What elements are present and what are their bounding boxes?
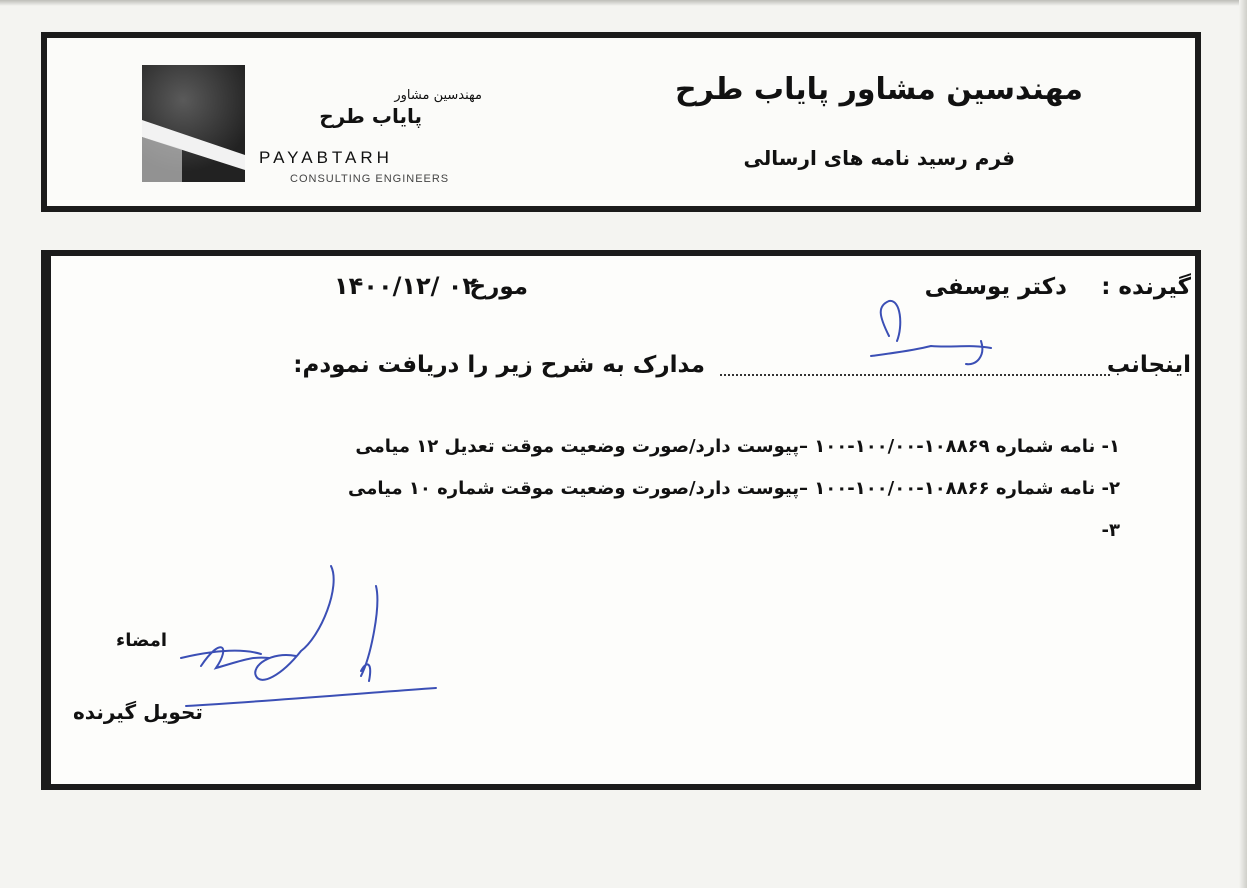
signature-stroke [361,586,377,681]
handwritten-name [871,341,991,364]
signature-stroke [181,647,269,668]
scan-edge-right [1239,0,1247,888]
handwritten-mark [881,301,901,341]
form-title: فرم رسید نامه های ارسالی [743,146,1015,170]
company-title: مهندسین مشاور پایاب طرح [674,72,1083,107]
date-value: ۱۴۰۰/۱۲/ ۰۲ [334,272,478,300]
scan-edge [0,0,1247,6]
signature-label: امضاء [116,630,168,651]
list-item: ۳- [1101,520,1120,541]
logo-en-sub: CONSULTING ENGINEERS [290,173,450,185]
logo-en-name: PAYABTARH [259,148,393,167]
recipient-label: گیرنده : [1101,274,1191,300]
recipient-name: دکتر یوسفی [924,274,1067,300]
receiver-label: تحویل گیرنده [73,700,203,724]
logo-mark [142,65,245,182]
intro-label: اینجانب [1106,352,1191,378]
receipt-box [41,250,1201,790]
handwritten-annotations [51,256,1201,786]
logo-fa-small: مهندسین مشاور [394,88,482,103]
list-item: ۱- نامه شماره ۱۰۸۸۶۹-۱۰۰/۰۰-۱۰۰ –پیوست دارد/صورت وضعیت موقت تعدیل ۱۲ میامی [355,436,1120,457]
intro-tail: مدارک به شرح زیر را دریافت نمودم: [293,352,705,378]
list-item: ۲- نامه شماره ۱۰۸۸۶۶-۱۰۰/۰۰-۱۰۰ –پیوست دارد/صورت وضعیت موقت شماره ۱۰ میامی [348,478,1120,499]
logo-fa-name: پایاب طرح [319,104,422,128]
date-label: مورخ [469,274,528,300]
signature-underline [186,688,436,706]
signature-stroke [255,566,333,680]
header-box [41,32,1201,212]
